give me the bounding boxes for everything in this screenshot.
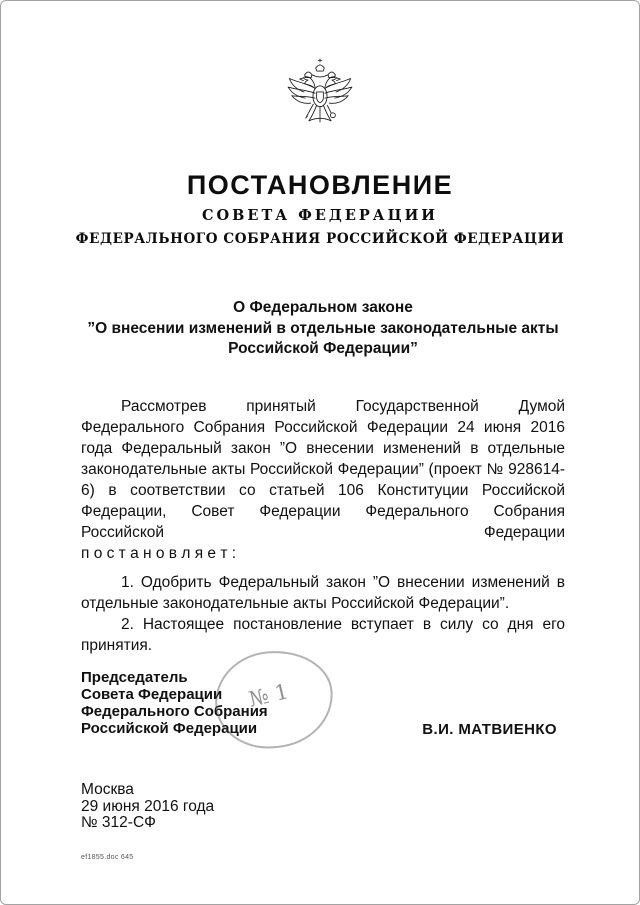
subject-line-3: Российской Федерации” (228, 340, 418, 357)
issue-date: 29 июня 2016 года (81, 797, 215, 815)
coat-of-arms (283, 57, 357, 143)
document-title: ПОСТАНОВЛЕНИЕ (186, 170, 454, 200)
resolution-item-2: 2. Настоящее постановление вступает в силу со дня его принятия. (81, 616, 565, 654)
signer-position-line-2: Совета Федерации (81, 686, 223, 703)
preamble-paragraph: Рассмотрев принятый Государственной Думой Федерального Собрания Российской Федерации 24 июня 2016 года Федеральный закон ”О внесении изменений в отдельные законодательные акты Российской Федерации” (проект № 928614-6) в соответствии со статьей 106 Конституции Российской Федерации, Совет Федерации Федерального Собрания Российской Федерации (81, 398, 565, 541)
decision-word: п о с т а н о в л я е т : (81, 545, 237, 562)
coat-of-arms-russia-icon (283, 57, 357, 138)
file-reference: ef1855.doc 645 (81, 854, 134, 861)
subject-line-2: ”О внесении изменений в отдельные законодательные акты (87, 319, 559, 337)
document-body (81, 396, 565, 656)
signer-position-line-1: Председатель (81, 669, 188, 686)
issue-number: № 312-СФ (81, 814, 156, 831)
issue-city: Москва (81, 781, 134, 798)
resolution-item-1: 1. Одобрить Федеральный закон ”О внесении изменений в отдельные законодательные акты Российской Федерации”. (81, 574, 565, 612)
issue-details (81, 782, 214, 832)
subject-line-1: О Федеральном законе (233, 299, 413, 316)
signer-name: В.И. МАТВИЕНКО (422, 721, 557, 738)
document-subject (81, 298, 565, 360)
signer-position-line-4: Российской Федерации (81, 720, 258, 737)
signer-position-line-3: Федерального Собрания (81, 703, 268, 720)
org-name-line1: СОВЕТА ФЕДЕРАЦИИ (201, 207, 438, 224)
org-name-line2: ФЕДЕРАЛЬНОГО СОБРАНИЯ РОССИЙСКОЙ ФЕДЕРАЦИИ (75, 231, 565, 247)
stamp-number: № 1 (246, 679, 291, 712)
